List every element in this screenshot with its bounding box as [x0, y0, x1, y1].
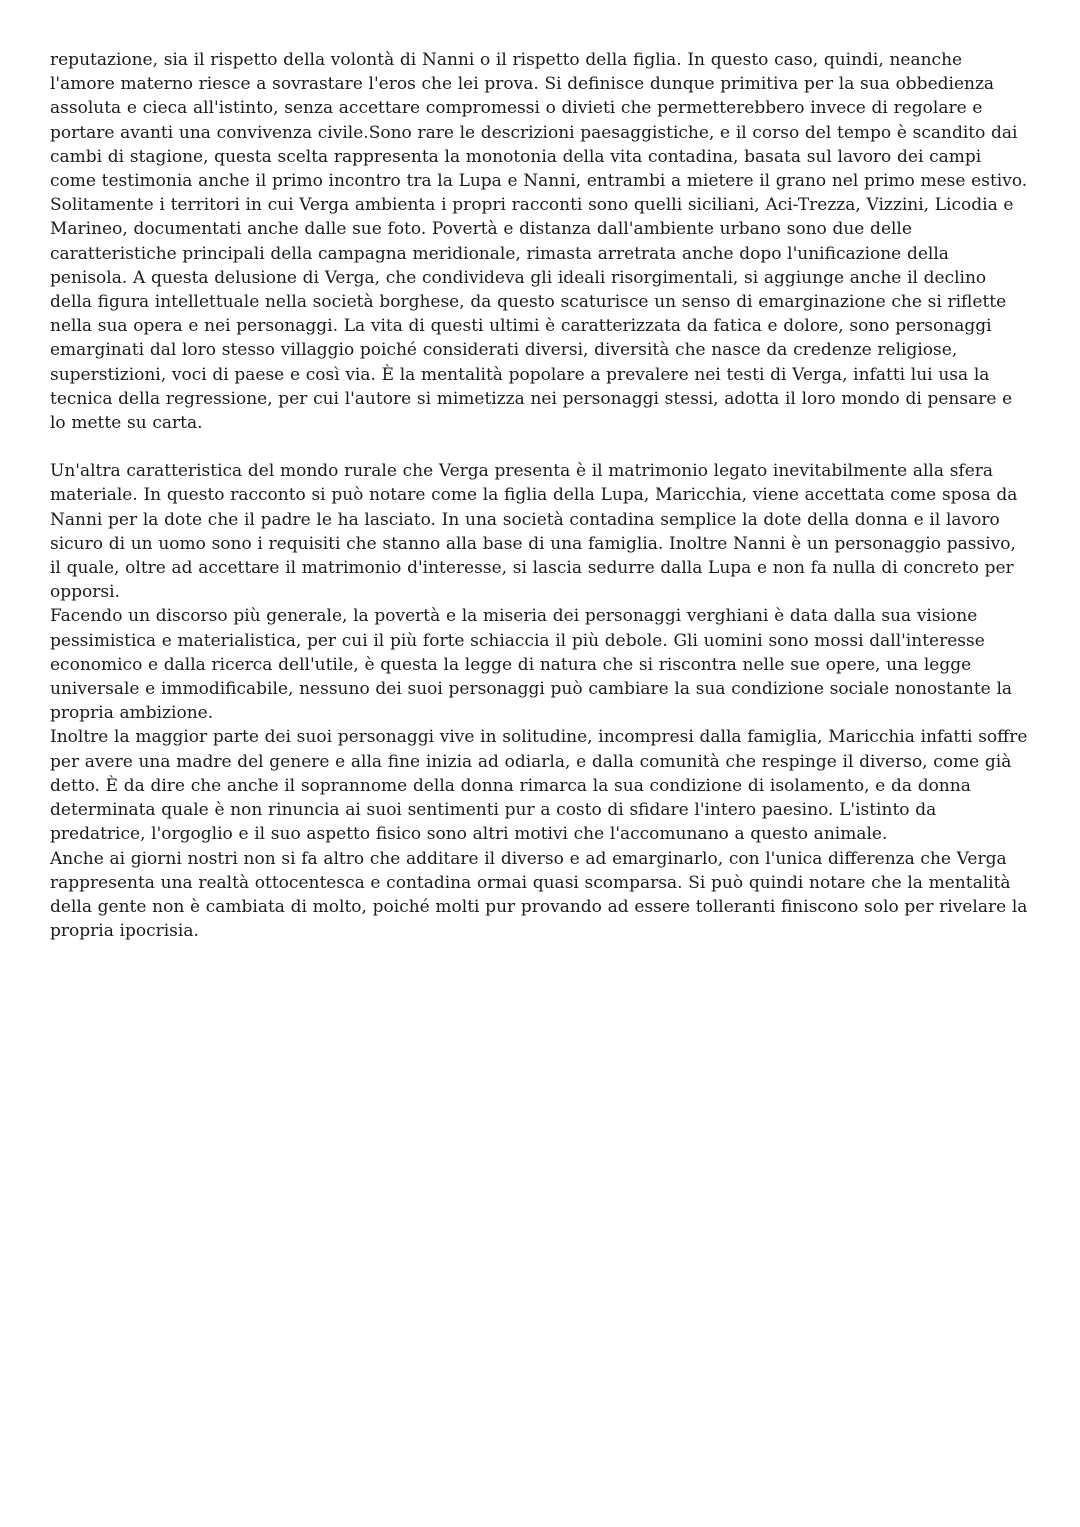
- paragraph-poverta-miseria: Facendo un discorso più generale, la povertà e la miseria dei personaggi verghiani è data dalla sua visione pessimistica e materialistica, per cui il più forte schiaccia il più debole. Gli uomini sono mossi dall'interesse economico e dalla ricerca dell'utile, è questa la legge di natura che si riscontra nelle sue opere, una legge universale e immodificabile, nessuno dei suoi personaggi può cambiare la sua condizione sociale nonostante la propria ambizione.: [50, 606, 1013, 724]
- paragraph-conclusione: Anche ai giorni nostri non si fa altro che additare il diverso e ad emarginarlo, con l'unica differenza che Verga rappresenta una realtà ottocentesca e contadina ormai quasi scomparsa. Si può quindi notare che la mentalità della gente non è cambiata di molto, poiché molti pur provando ad essere tolleranti finiscono solo per rivelare la propria ipocrisia.: [50, 848, 1028, 942]
- paragraph-verga-context: reputazione, sia il rispetto della volontà di Nanni o il rispetto della figlia. In questo caso, quindi, neanche l'amore materno riesce a sovrastare l'eros che lei prova. Si definisce dunque primitiva per la sua obbedienza assoluta e cieca all'istinto, senza accettare compromessi o divieti che permetterebbero invece di regolare e portare avanti una convivenza civile.Sono rare le descrizioni paesaggistiche, e il corso del tempo è scandito dai cambi di stagione, questa scelta rappresenta la monotonia della vita contadina, basata sul lavoro dei campi come testimonia anche il primo incontro tra la Lupa e Nanni, entrambi a mietere il grano nel primo mese estivo. Solitamente i territori in cui Verga ambienta i propri racconti sono quelli siciliani, Aci-Trezza, Vizzini, Licodia e Marineo, documentati anche dalle sue foto. Povertà e distanza dall'ambiente urbano sono due delle caratteristiche principali della campagna meridionale, rimasta arretrata anche dopo l'unificazione della penisola. A questa delusione di Verga, che condivideva gli ideali risorgimentali, si aggiunge anche il declino della figura intellettuale nella società borghese, da questo scaturisce un senso di emarginazione che si riflette nella sua opera e nei personaggi. La vita di questi ultimi è caratterizzata da fatica e dolore, sono personaggi emarginati dal loro stesso villaggio poiché considerati diversi, diversità che nasce da credenze religiose, superstizioni, voci di paese e così via. È la mentalità popolare a prevalere nei testi di Verga, infatti lui usa la tecnica della regressione, per cui l'autore si mimetizza nei personaggi stessi, adotta il loro mondo di pensare e lo mette su carta.: [50, 50, 1028, 434]
- paragraph-solitudine: Inoltre la maggior parte dei suoi personaggi vive in solitudine, incompresi dalla famiglia, Maricchia infatti soffre per avere una madre del genere e alla fine inizia ad odiarla, e dalla comunità che respinge il diverso, come già detto. È da dire che anche il soprannome della donna rimarca la sua condizione di isolamento, e da donna determinata quale è non rinuncia ai suoi sentimenti pur a costo di sfidare l'intero paesino. L'istinto da predatrice, l'orgoglio e il suo aspetto fisico sono altri motivi che l'accomunano a questo animale.: [50, 727, 1028, 845]
- paragraph-matrimonio: Un'altra caratteristica del mondo rurale che Verga presenta è il matrimonio legato inevitabilmente alla sfera materiale. In questo racconto si può notare come la figlia della Lupa, Maricchia, viene accettata come sposa da Nanni per la dote che il padre le ha lasciato. In una società contadina semplice la dote della donna e il lavoro sicuro di un uomo sono i requisiti che stanno alla base di una famiglia. Inoltre Nanni è un personaggio passivo, il quale, oltre ad accettare il matrimonio d'interesse, si lascia sedurre dalla Lupa e non fa nulla di concreto per opporsi.: [50, 461, 1018, 603]
